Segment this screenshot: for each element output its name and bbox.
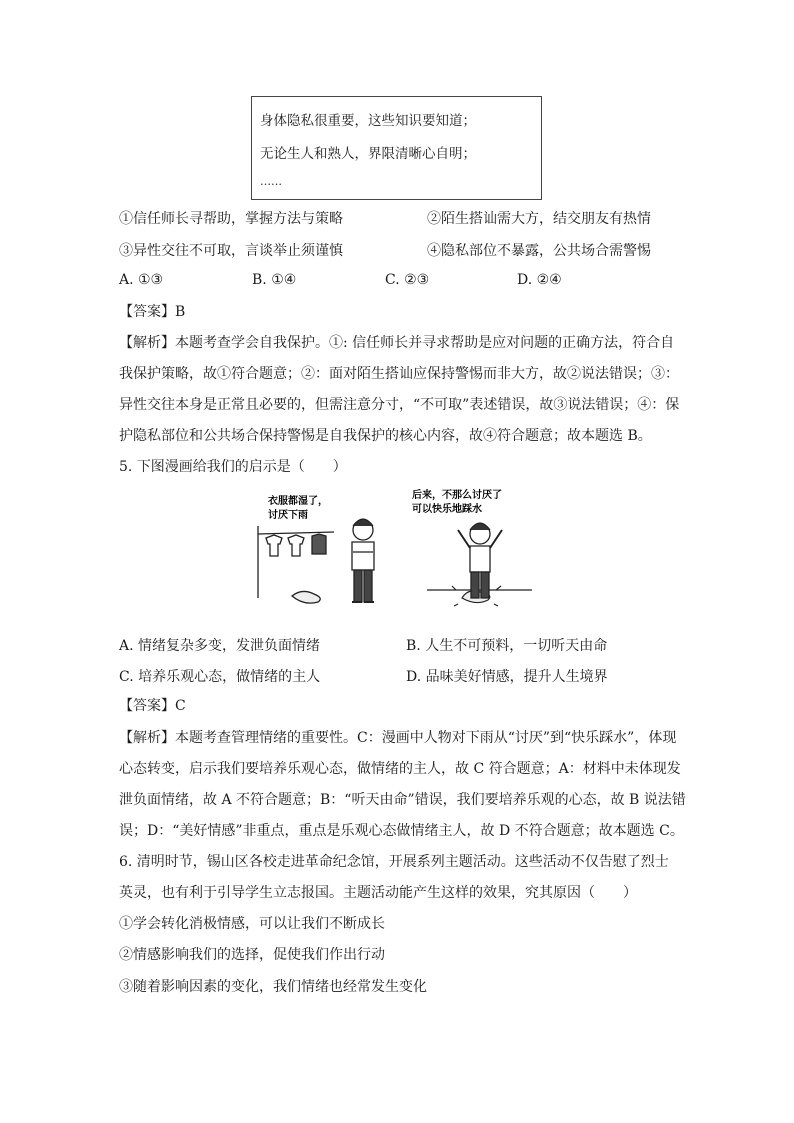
q5-stem: 5. 下图漫画给我们的启示是（ ） [119, 459, 347, 475]
q5-analysis-line: 【解析】本题考查管理情绪的重要性。C：漫画中人物对下雨从“讨厌”到“快乐踩水”，体现 [119, 730, 677, 746]
comic-right-caption-line-1: 后来，不那么讨厌了 [412, 490, 502, 501]
q5-analysis-line: 心态转变，启示我们要培养乐观心态，做情绪的主人，故 C 符合题意；A：材料中未体现发 [119, 761, 681, 777]
q4-statement-2: ②陌生搭讪需大方，结交朋友有热情 [427, 211, 651, 227]
q4-statement-4: ④隐私部位不暴露，公共场合需警惕 [427, 243, 651, 259]
q5-option-d: D. 品味美好情感，提升人生境界 [406, 669, 608, 685]
q4-analysis-line: 护隐私部位和公共场合保持警惕是自我保护的核心内容，故④符合题意；故本题选 B。 [119, 428, 652, 444]
q4-option-a: A. ①③ [119, 272, 164, 288]
q5-analysis-line: 误；D：“美好情感”非重点，重点是乐观心态做情绪主人，故 D 不符合题意；故本题选 C。 [119, 823, 684, 839]
q4-option-d: D. ②④ [517, 272, 562, 288]
quote-line: 无论生人和熟人，界限清晰心自明； [260, 146, 476, 162]
q4-analysis-line: 我保护策略，故①符合题意；②：面对陌生搭讪应保持警惕而非大方，故②说法错误；③： [119, 366, 679, 382]
q5-answer: 【答案】C [119, 698, 186, 714]
q6-stem-line: 6. 清明时节，锡山区各校走进革命纪念馆，开展系列主题活动。这些活动不仅告慰了烈士 [119, 854, 669, 870]
quote-line: 身体隐私很重要，这些知识要知道； [260, 113, 476, 129]
q4-option-c: C. ②③ [385, 272, 430, 288]
q5-analysis-line: 泄负面情绪，故 A 不符合题意；B：“听天由命”错误，我们要培养乐观的心态，故 B 说法错 [119, 792, 686, 808]
boy-happy-drawing [458, 523, 502, 598]
q4-analysis-line: 【解析】本题考查学会自我保护。①: 信任师长并寻求帮助是应对问题的正确方法，符合自 [119, 335, 675, 351]
quote-box [251, 96, 542, 200]
q6-statement-3: ③随着影响因素的变化，我们情绪也经常发生变化 [119, 979, 427, 995]
q5-option-b: B. 人生不可预料，一切听天由命 [406, 638, 608, 654]
q4-answer: 【答案】B [119, 304, 186, 320]
q5-option-c: C. 培养乐观心态，做情绪的主人 [119, 669, 321, 685]
q4-analysis-line: 异性交往本身是正常且必要的，但需注意分寸，“不可取”表述错误，故③说法错误；④：保 [119, 397, 680, 413]
quote-ellipsis: …… [260, 175, 282, 188]
q4-option-b: B. ①④ [252, 272, 297, 288]
q4-statement-1: ①信任师长寻帮助，掌握方法与策略 [119, 211, 343, 227]
comic-illustration [252, 486, 537, 612]
q4-statement-3: ③异性交往不可取，言谈举止须谨慎 [119, 243, 343, 259]
clothesline-drawing [258, 526, 334, 603]
comic-right-caption-line-2: 可以快乐地踩水 [412, 504, 482, 515]
q6-stem-line: 英灵，也有利于引导学生立志报国。主题活动能产生这样的效果，究其原因（ ） [119, 885, 637, 901]
comic-left-caption-line-1: 衣服都湿了， [268, 496, 328, 507]
q5-option-a: A. 情绪复杂多变，发泄负面情绪 [119, 638, 321, 654]
q6-statement-1: ①学会转化消极情感，可以让我们不断成长 [119, 916, 385, 932]
q6-statement-2: ②情感影响我们的选择，促使我们作出行动 [119, 947, 385, 963]
boy-annoyed-drawing [352, 519, 374, 602]
comic-left-caption-line-2: 讨厌下雨 [268, 510, 308, 521]
